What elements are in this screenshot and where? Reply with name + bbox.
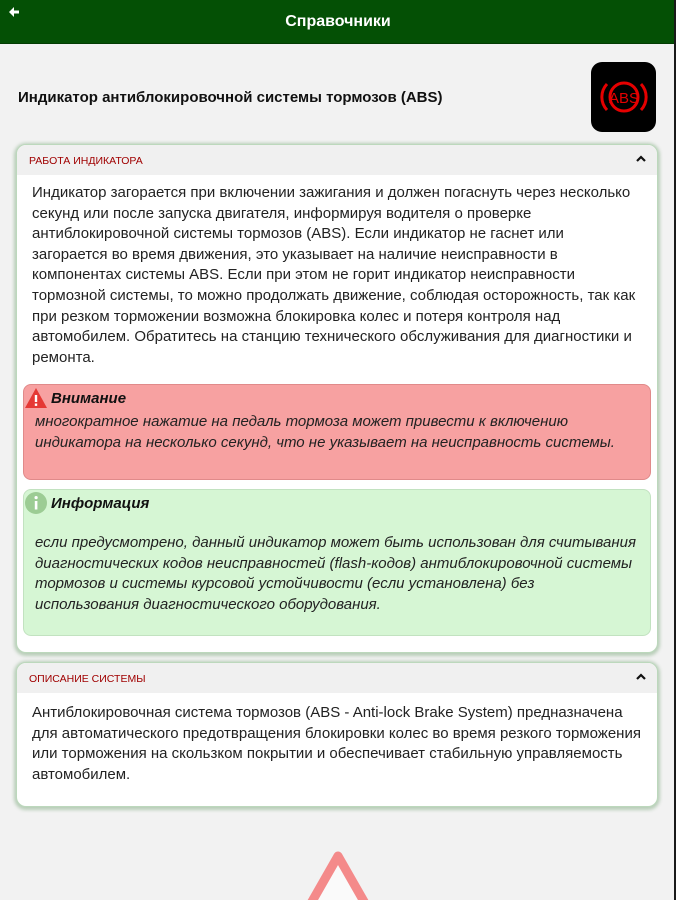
info-title: Информация xyxy=(51,495,150,512)
section-label: ОПИСАНИЕ СИСТЕМЫ xyxy=(29,673,146,685)
section-text: Индикатор загорается при включении зажигания и должен погаснуть через несколько секунд или после запуска двигателя, информируя водителя о проверке антиблокировочной системы тормозов (ABS). Если индикатор не гаснет или загорается во время движения, это указывает на наличие неисправности в компонентах системы ABS. Если при этом не горит индикатор неисправности тормозной системы, то можно продолжать движение, соблюдая осторожность, так как при резком торможении возможна блокировка колес и потеря контроля над автомобилем. Обратитесь на станцию технического обслуживания для диагностики и ремонта. xyxy=(32,184,636,366)
section-label: РАБОТА ИНДИКАТОРА xyxy=(29,155,143,167)
section-indicator-operation xyxy=(16,144,658,653)
info-text: если предусмотрено, данный индикатор может быть использован для считывания диагностических кодов неисправностей (flash-кодов) антиблокировочной системы тормозов и системы курсовой устойчивости (если установлена) без использования диагностического оборудования. xyxy=(35,534,636,613)
page-title: Индикатор антиблокировочной системы тормозов (ABS) xyxy=(18,89,443,106)
section-text: Антиблокировочная система тормозов (ABS - Anti-lock Brake System) предназначена для автоматического предотвращения блокировки колес во время резкого торможения или торможения на скользком покрытии и обеспечивает стабильную управляемость автомобилем. xyxy=(32,704,641,783)
chevron-up-icon[interactable] xyxy=(635,153,647,165)
app-bar xyxy=(0,0,676,44)
info-circle-icon xyxy=(24,491,48,515)
warning-text: многократное нажатие на педаль тормоза может привести к включению индикатора на несколько секунд, что не указывает на неисправность системы. xyxy=(35,413,615,451)
warning-callout xyxy=(23,384,651,480)
app-bar-title: Справочники xyxy=(285,13,391,30)
chevron-up-icon[interactable] xyxy=(635,671,647,683)
section-system-description xyxy=(16,662,658,807)
section-header[interactable] xyxy=(17,145,657,175)
info-callout xyxy=(23,489,651,636)
warning-title: Внимание xyxy=(51,390,127,407)
warning-triangle-icon xyxy=(24,387,48,409)
svg-text:ABS: ABS xyxy=(608,90,639,107)
abs-warning-light-icon xyxy=(591,62,656,132)
section-header[interactable] xyxy=(17,663,657,693)
warning-triangle-outline-icon xyxy=(302,850,374,900)
